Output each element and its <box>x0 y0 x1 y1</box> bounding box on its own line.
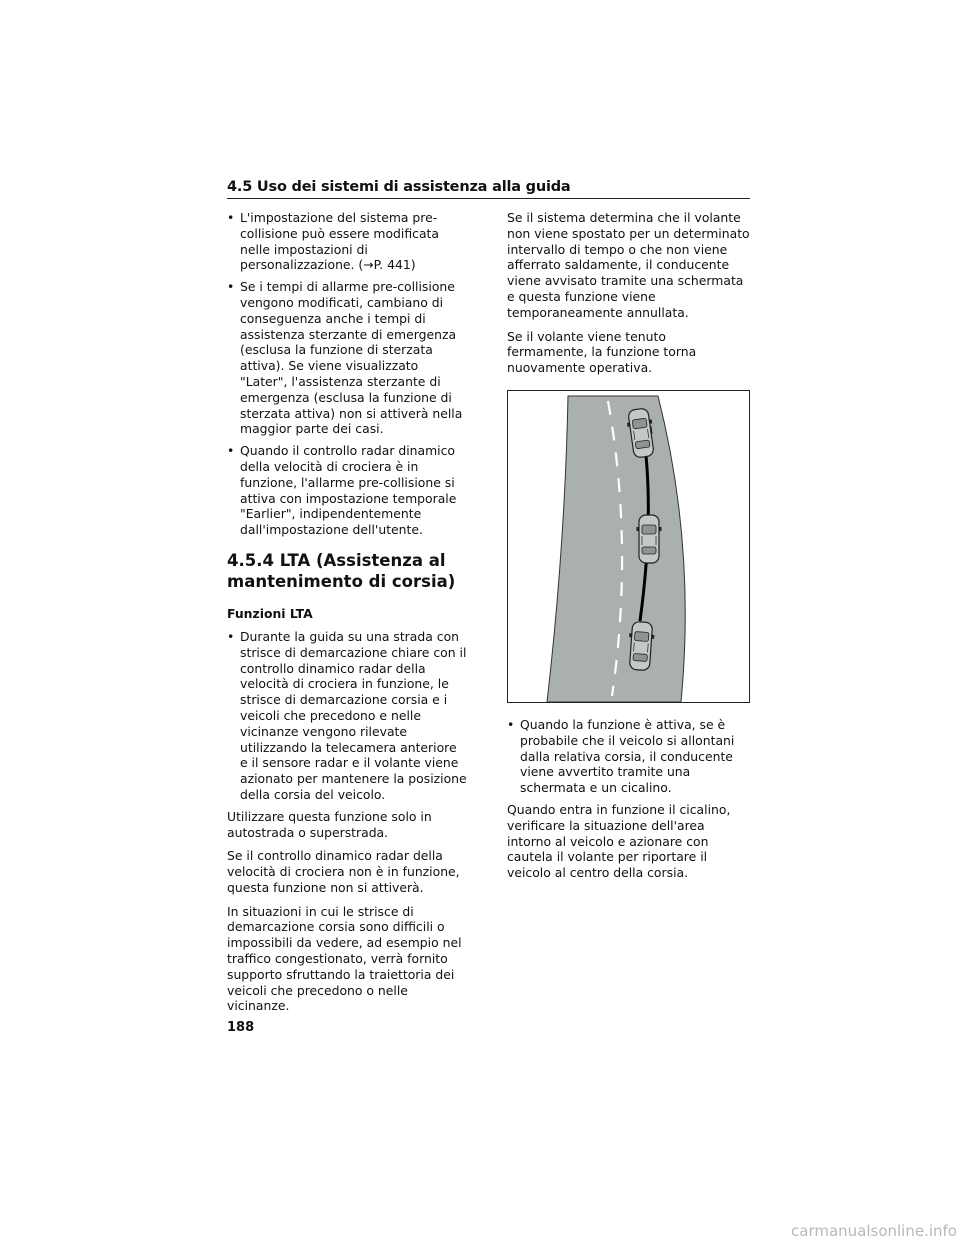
paragraph-buzzer-action: Quando entra in funzione il cicalino, verificare la situazione dell'area intorno al veicolo e azionare con cautela il volante per riportare il veicolo al centro della corsia. <box>507 801 731 881</box>
lane-diagram-svg <box>508 391 749 702</box>
right-column <box>507 210 750 889</box>
bullet-lane-departure-warning: • Quando la funzione è attiva, se è probabile che il veicolo si allontani dalla relativa corsia, il conducente viene avvertito tramite una schermata e un cicalino. <box>507 717 750 796</box>
paragraph-steering-warning: Se il sistema determina che il volante non viene spostato per un determinato intervallo di tempo o che non viene afferrato saldamente, il conducente viene avvisato tramite una schermata e questa funzione viene temporaneamente annullata. <box>507 210 750 320</box>
paragraph-congested-traffic: In situazioni in cui le strisce di demarcazione corsia sono difficili o impossibili da vedere, ad esempio nel traffico congestionato, verrà fornito supporto sfruttando la traiettoria dei veicoli che precedono o nelle vicinanze. <box>227 903 462 1014</box>
paragraph-highway-only: Utilizzare questa funzione solo in autostrada o superstrada. <box>227 808 432 840</box>
subsection-title: Funzioni LTA <box>227 605 313 621</box>
bullet-pre-collision-settings: • L'impostazione del sistema pre-collisione può essere modificata nelle impostazioni di personalizzazione. (→P. 441) <box>227 210 467 273</box>
chapter-header: 4.5 Uso dei sistemi di assistenza alla guida <box>227 179 571 195</box>
bullet-alarm-timing: • Se i tempi di allarme pre-collisione vengono modificati, cambiano di conseguenza anche i tempi di assistenza sterzante di emergenza (esclusa la funzione di sterzata attiva). Se viene visualizzato "Later", l'assistenza sterzante di emergenza (esclusa la funzione di sterzata attiva) non si attiverà nella maggior parte dei casi. <box>227 279 467 437</box>
bullet-radar-cruise: • Quando il controllo radar dinamico della velocità di crociera è in funzione, l'allarme pre-collisione si attiva con impostazione temporale "Earlier", indipendentemente dall'impostazione dell'utente. <box>227 443 467 538</box>
left-column <box>227 210 467 1022</box>
page-number: 188 <box>227 1020 255 1035</box>
paragraph-radar-not-active: Se il controllo dinamico radar della velocità di crociera non è in funzione, questa funzione non si attiverà. <box>227 848 460 895</box>
lta-illustration <box>507 390 750 703</box>
car-middle-icon <box>637 515 662 563</box>
bullet-lta-description: • Durante la guida su una strada con strisce di demarcazione chiare con il controllo dinamico radar della velocità di crociera in funzione, le strisce di demarcazione corsia e i veicoli che precedono e nelle vicinanze vengono rilevate utilizzando la telecamera anteriore e il sensore radar e il volante viene azionato per mantenere la posizione della corsia del veicolo. <box>227 629 467 803</box>
paragraph-steering-resume: Se il volante viene tenuto fermamente, la funzione torna nuovamente operativa. <box>507 328 697 376</box>
header-divider <box>227 198 750 199</box>
road-surface <box>547 396 685 702</box>
site-watermark: carmanualsonline.info <box>791 1222 957 1240</box>
section-title: 4.5.4 LTA (Assistenza al mantenimento di corsia) <box>227 550 456 591</box>
